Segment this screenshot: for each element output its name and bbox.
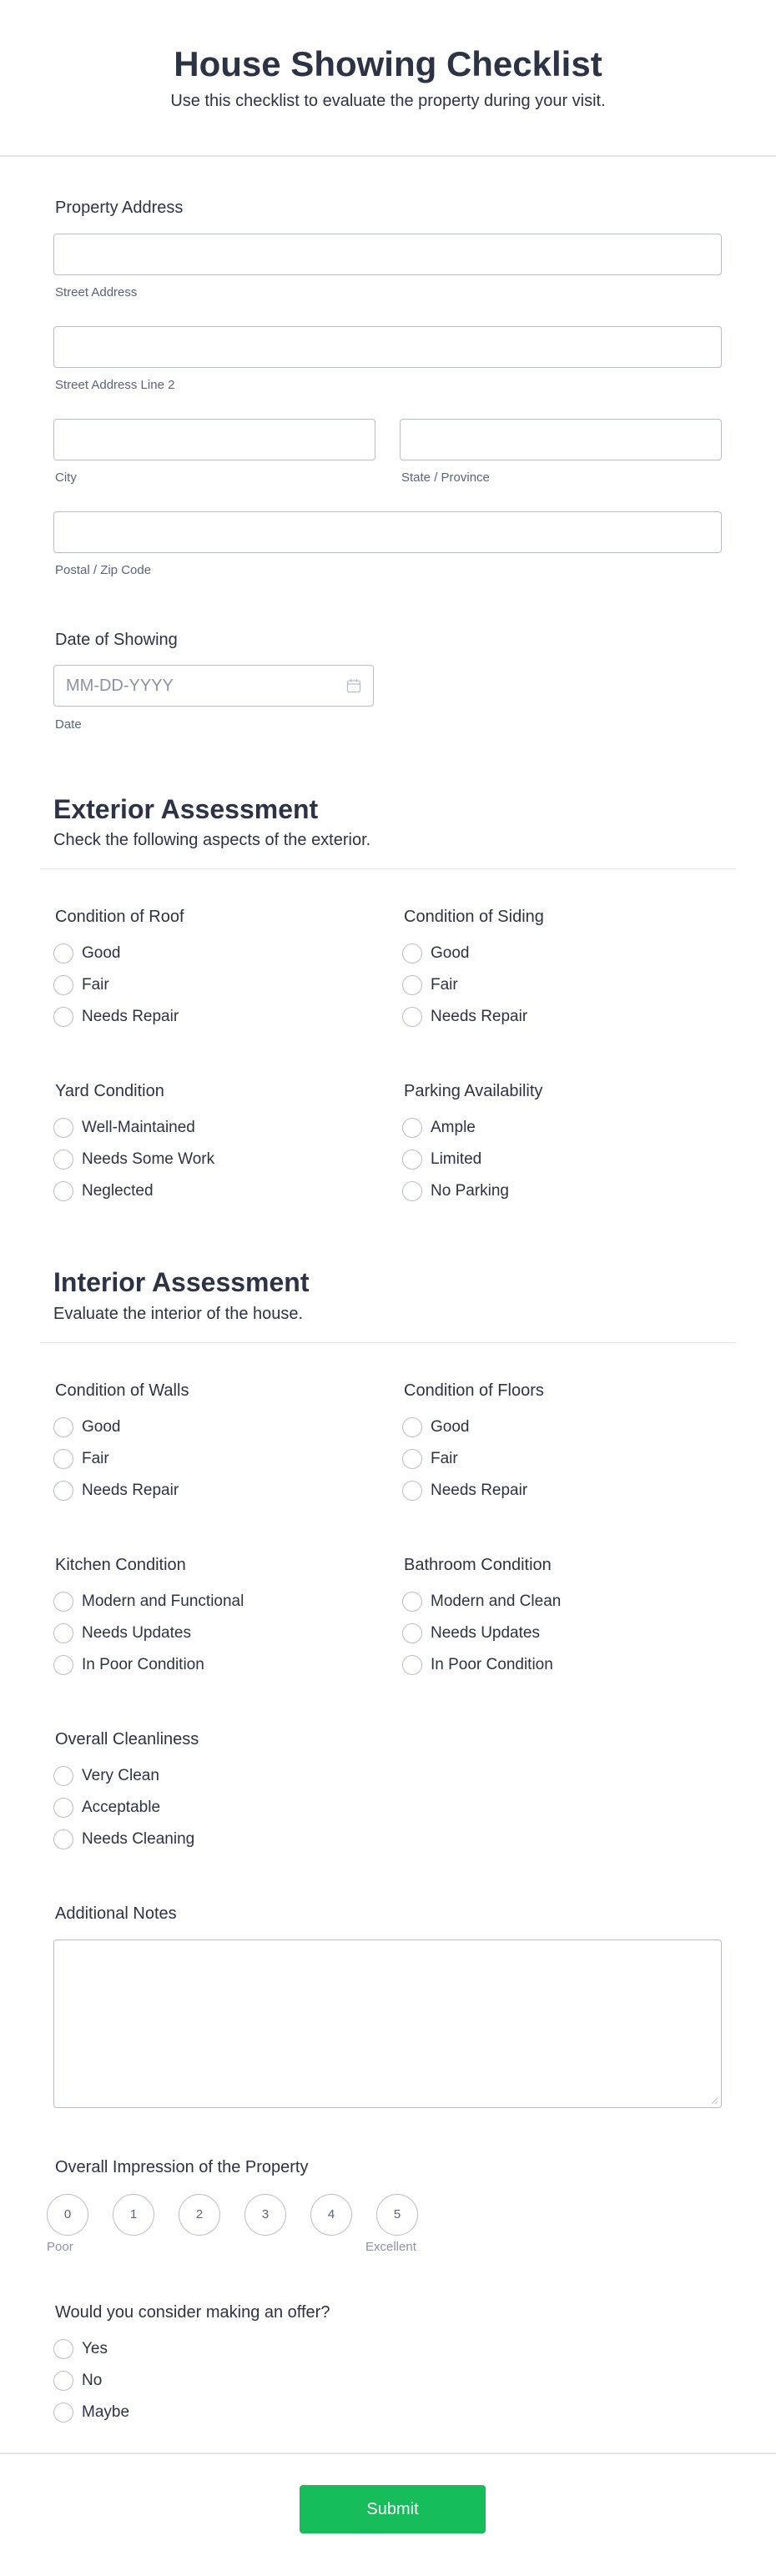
bathroom-options (402, 1591, 561, 1676)
walls-label: Condition of Walls (55, 1381, 189, 1400)
interior-subtitle: Evaluate the interior of the house. (53, 1305, 304, 1323)
radio-option[interactable]: No Parking (402, 1180, 509, 1202)
offer-label: Would you consider making an offer? (55, 2303, 330, 2322)
interior-title: Interior Assessment (53, 1267, 310, 1297)
radio-button[interactable] (402, 1481, 422, 1501)
form-footer (0, 2453, 776, 2576)
radio-button[interactable] (402, 1417, 422, 1437)
radio-button[interactable] (53, 1798, 73, 1818)
radio-option[interactable]: In Poor Condition (402, 1654, 561, 1676)
city-sublabel: City (55, 470, 77, 485)
radio-option[interactable]: Fair (402, 974, 527, 996)
radio-option[interactable]: Needs Repair (53, 1480, 179, 1502)
radio-option[interactable]: Fair (53, 1448, 179, 1470)
radio-button[interactable] (402, 1118, 422, 1138)
date-sublabel: Date (55, 717, 82, 732)
date-placeholder: MM-DD-YYYY (66, 677, 174, 695)
siding-options (402, 943, 527, 1028)
radio-option[interactable]: Needs Some Work (53, 1149, 214, 1170)
scale-low-label: Poor (47, 2240, 73, 2254)
radio-option[interactable]: Very Clean (53, 1765, 194, 1787)
radio-option[interactable]: Needs Cleaning (53, 1829, 194, 1850)
zip-input[interactable] (53, 511, 722, 553)
floors-label: Condition of Floors (404, 1381, 544, 1400)
radio-button[interactable] (402, 943, 422, 963)
radio-button[interactable] (53, 1417, 73, 1437)
interior-divider (40, 1342, 736, 1343)
form-title: House Showing Checklist (174, 44, 602, 83)
radio-option[interactable]: Ample (402, 1117, 509, 1139)
radio-option[interactable]: Fair (53, 974, 179, 996)
radio-option[interactable]: Modern and Functional (53, 1591, 244, 1613)
radio-option[interactable]: Good (402, 1416, 527, 1438)
radio-button[interactable] (402, 1623, 422, 1643)
street-address-2-input[interactable] (53, 326, 722, 368)
radio-option[interactable]: Needs Repair (402, 1006, 527, 1028)
radio-button[interactable] (402, 1007, 422, 1027)
parking-options (402, 1117, 509, 1202)
walls-options (53, 1416, 179, 1502)
radio-button[interactable] (53, 2339, 73, 2359)
radio-button[interactable] (402, 1449, 422, 1469)
form-body (0, 157, 776, 2574)
date-input[interactable] (53, 665, 374, 707)
radio-button[interactable] (53, 1766, 73, 1786)
form-header (0, 0, 776, 157)
radio-button[interactable] (53, 975, 73, 995)
notes-label: Additional Notes (55, 1904, 177, 1923)
scale-option-4[interactable]: 4 (310, 2194, 352, 2236)
radio-option[interactable]: Maybe (53, 2402, 129, 2423)
street-address-input[interactable] (53, 234, 722, 275)
radio-button[interactable] (53, 1181, 73, 1201)
radio-option[interactable]: In Poor Condition (53, 1654, 244, 1676)
radio-button[interactable] (53, 1623, 73, 1643)
calendar-icon[interactable] (346, 678, 361, 693)
roof-label: Condition of Roof (55, 908, 184, 926)
radio-button[interactable] (402, 975, 422, 995)
radio-option[interactable]: Neglected (53, 1180, 214, 1202)
address-label: Property Address (55, 199, 184, 217)
roof-options (53, 943, 179, 1028)
yard-options (53, 1117, 214, 1202)
radio-button[interactable] (53, 1655, 73, 1675)
city-input[interactable] (53, 419, 375, 460)
radio-button[interactable] (402, 1150, 422, 1170)
radio-button[interactable] (53, 2371, 73, 2391)
exterior-title: Exterior Assessment (53, 794, 319, 824)
radio-button[interactable] (53, 943, 73, 963)
notes-textarea[interactable] (53, 1940, 722, 2108)
submit-button[interactable]: Submit (300, 2485, 486, 2533)
scale-high-label: Excellent (365, 2240, 416, 2254)
form-subtitle: Use this checklist to evaluate the property during your visit. (170, 92, 606, 110)
radio-button[interactable] (53, 1592, 73, 1612)
date-label: Date of Showing (55, 631, 178, 649)
radio-button[interactable] (53, 1449, 73, 1469)
impression-label: Overall Impression of the Property (55, 2158, 309, 2176)
bathroom-label: Bathroom Condition (404, 1556, 552, 1574)
radio-button[interactable] (402, 1181, 422, 1201)
offer-options (53, 2338, 129, 2423)
radio-option[interactable]: Needs Updates (53, 1623, 244, 1644)
radio-option[interactable]: Needs Repair (53, 1006, 179, 1028)
radio-button[interactable] (402, 1655, 422, 1675)
radio-option[interactable]: Good (53, 1416, 179, 1438)
state-input[interactable] (400, 419, 722, 460)
radio-option[interactable]: Good (53, 943, 179, 964)
scale-option-1[interactable]: 1 (113, 2194, 154, 2236)
radio-option[interactable]: Yes (53, 2338, 129, 2360)
kitchen-options (53, 1591, 244, 1676)
radio-option[interactable]: Good (402, 943, 527, 964)
siding-label: Condition of Siding (404, 908, 544, 926)
radio-option[interactable]: Fair (402, 1448, 527, 1470)
radio-option[interactable]: Needs Repair (402, 1480, 527, 1502)
zip-sublabel: Postal / Zip Code (55, 563, 152, 577)
kitchen-label: Kitchen Condition (55, 1556, 186, 1574)
yard-label: Yard Condition (55, 1082, 164, 1100)
radio-option[interactable]: Well-Maintained (53, 1117, 214, 1139)
radio-button[interactable] (53, 1007, 73, 1027)
radio-option[interactable]: No (53, 2370, 129, 2392)
radio-button[interactable] (53, 2402, 73, 2423)
radio-button[interactable] (53, 1118, 73, 1138)
radio-option[interactable]: Needs Updates (402, 1623, 561, 1644)
exterior-subtitle: Check the following aspects of the exterior. (53, 831, 371, 849)
resize-handle-icon[interactable] (710, 2096, 718, 2105)
scale-option-3[interactable]: 3 (244, 2194, 286, 2236)
scale-option-5[interactable]: 5 (376, 2194, 418, 2236)
floors-options (402, 1416, 527, 1502)
radio-button[interactable] (402, 1592, 422, 1612)
radio-button[interactable] (53, 1481, 73, 1501)
cleanliness-label: Overall Cleanliness (55, 1730, 199, 1748)
street-address-sublabel: Street Address (55, 285, 138, 299)
radio-button[interactable] (53, 1829, 73, 1849)
exterior-divider (40, 868, 736, 869)
radio-option[interactable]: Limited (402, 1149, 509, 1170)
parking-label: Parking Availability (404, 1082, 543, 1100)
scale-option-2[interactable]: 2 (179, 2194, 220, 2236)
state-sublabel: State / Province (401, 470, 490, 485)
radio-button[interactable] (53, 1150, 73, 1170)
scale-option-0[interactable]: 0 (47, 2194, 88, 2236)
street-address-2-sublabel: Street Address Line 2 (55, 378, 175, 392)
radio-option[interactable]: Acceptable (53, 1797, 194, 1819)
radio-option[interactable]: Modern and Clean (402, 1591, 561, 1613)
cleanliness-options (53, 1765, 194, 1850)
